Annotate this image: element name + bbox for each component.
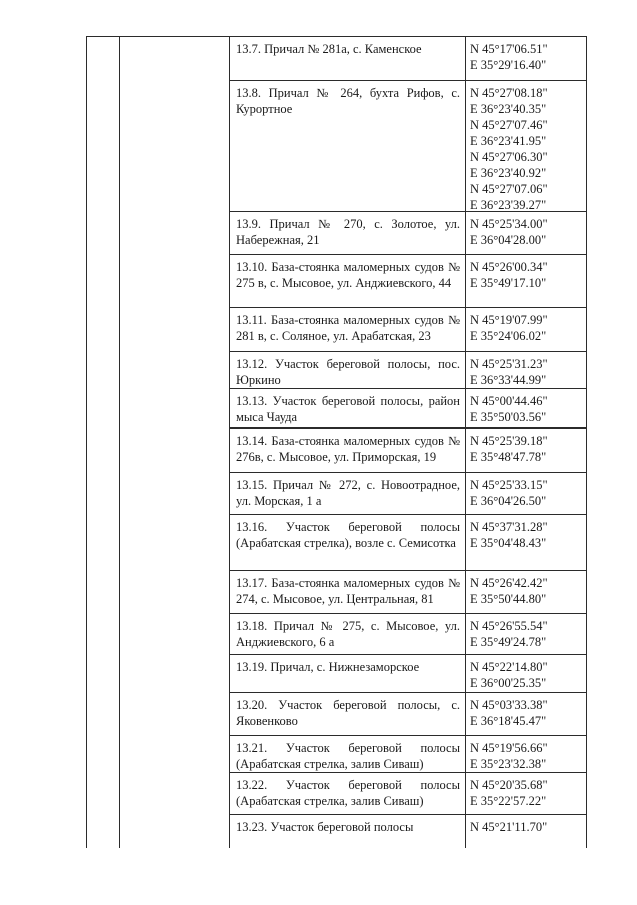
coordinates [470,312,585,344]
table-row [229,613,587,655]
column-separator [465,736,466,772]
table-row [229,654,587,693]
location-name: 13.12. Участок береговой полосы, пос. Юркино [236,357,460,387]
coordinate-value: E 35°50'03.56" [470,410,547,424]
coordinate-value: N 45°21'11.70" [470,820,548,834]
coordinates [470,477,585,509]
coordinate-value: N 45°27'07.06" [470,182,548,196]
location-name: 13.19. Причал, с. Нижнезаморское [236,660,420,674]
coordinate-value: E 36°23'40.92" [470,166,547,180]
column-separator [465,815,466,848]
coordinate-value: N 45°20'35.68" [470,778,548,792]
coordinate-value: E 35°23'32.38" [470,757,547,771]
coordinates [470,740,585,772]
coordinate-value: N 45°37'31.28" [470,520,548,534]
coordinate-value: N 45°27'07.46" [470,118,548,132]
column-separator [465,655,466,692]
column-separator [465,255,466,307]
location-name: 13.13. Участок береговой полосы, район мыса Чауда [236,394,460,424]
coordinate-value: N 45°17'06.51" [470,42,548,56]
location-name: 13.22. Участок береговой полосы (Арабатская стрелка, залив Сиваш) [236,778,460,808]
location-name: 13.14. База-стоянка маломерных судов № 276в, с. Мысовое, ул. Приморская, 19 [236,434,460,464]
column-separator [465,429,466,472]
column-separator [465,693,466,735]
coordinate-value: E 36°00'25.35" [470,676,547,690]
location-name: 13.10. База-стоянка маломерных судов № 275 в, с. Мысовое, ул. Анджиевского, 44 [236,260,460,290]
table-row [229,80,587,212]
coordinate-value: E 35°04'48.43" [470,536,547,550]
table-row [229,36,587,81]
location-name: 13.7. Причал № 281а, с. Каменское [236,42,422,56]
coordinate-value: N 45°25'33.15" [470,478,548,492]
coordinate-value: E 36°18'45.47" [470,714,547,728]
coordinate-value: N 45°19'07.99" [470,313,548,327]
coordinate-value: N 45°25'34.00" [470,217,548,231]
table-row [229,307,587,352]
location-name: 13.20. Участок береговой полосы, с. Яковенково [236,698,460,728]
table-border-left [86,36,87,848]
coordinates [470,85,585,213]
table-row [229,772,587,815]
table-row [229,514,587,571]
coordinates [470,433,585,465]
coordinate-value: E 36°23'41.95" [470,134,547,148]
column-separator [465,37,466,80]
coordinates [470,575,585,607]
column-separator [465,389,466,427]
location-name: 13.15. Причал № 272, с. Новоотрадное, ул. Морская, 1 а [236,478,460,508]
location-name: 13.21. Участок береговой полосы (Арабатская стрелка, залив Сиваш) [236,741,460,771]
coordinates [470,356,585,388]
location-name: 13.16. Участок береговой полосы (Арабатская стрелка), возле с. Семисотка [236,520,460,550]
location-name: 13.23. Участок береговой полосы [236,820,414,834]
coordinate-value: E 36°33'44.99" [470,373,547,387]
coordinates [470,519,585,551]
column-separator [465,81,466,211]
coordinate-value: E 35°29'16.40" [470,58,547,72]
coordinate-value: N 45°03'33.38" [470,698,548,712]
location-name: 13.8. Причал № 264, бухта Рифов, с. Курортное [236,86,460,116]
coordinates [470,41,585,73]
table-row [229,814,587,848]
column-separator [465,571,466,613]
location-name: 13.18. Причал № 275, с. Мысовое, ул. Анджиевского, 6 а [236,619,460,649]
coordinate-value: N 45°19'56.66" [470,741,548,755]
coordinate-value: N 45°27'08.18" [470,86,548,100]
coordinate-value: N 45°26'00.34" [470,260,548,274]
table-top-border [86,36,229,37]
coordinate-value: N 45°26'42.42" [470,576,548,590]
coordinate-value: E 35°22'57.22" [470,794,547,808]
coordinates [470,777,585,809]
location-name: 13.9. Причал № 270, с. Золотое, ул. Набережная, 21 [236,217,460,247]
table-row [229,211,587,255]
coordinates [470,618,585,650]
coordinate-value: E 36°04'28.00" [470,233,547,247]
table-row [229,472,587,515]
coordinate-value: E 35°48'47.78" [470,450,547,464]
column-separator [465,212,466,254]
coordinate-value: N 45°25'39.18" [470,434,548,448]
coordinate-value: E 35°49'24.78" [470,635,547,649]
coordinates [470,393,585,425]
coordinates [470,697,585,729]
coordinate-value: N 45°26'55.54" [470,619,548,633]
location-name: 13.17. База-стоянка маломерных судов № 274, с. Мысовое, ул. Центральная, 81 [236,576,460,606]
location-name: 13.11. База-стоянка маломерных судов № 281 в, с. Соляное, ул. Арабатская, 23 [236,313,460,343]
coordinates [470,819,585,835]
table-row [229,570,587,614]
table-row [229,735,587,773]
column-separator [465,308,466,351]
coordinate-value: N 45°25'31.23" [470,357,548,371]
coordinates [470,259,585,291]
coordinate-value: E 35°24'06.02" [470,329,547,343]
coordinate-value: E 36°04'26.50" [470,494,547,508]
column-separator [465,515,466,570]
column-separator [465,473,466,514]
coordinate-value: N 45°27'06.30" [470,150,548,164]
coordinates [470,216,585,248]
coordinate-value: E 36°23'39.27" [470,198,547,212]
table-row [229,254,587,308]
table-row [229,692,587,736]
coordinate-value: N 45°00'44.46" [470,394,548,408]
coordinate-value: N 45°22'14.80" [470,660,548,674]
coordinate-value: E 36°23'40.35" [470,102,547,116]
table-row [229,388,587,428]
coordinate-value: E 35°49'17.10" [470,276,547,290]
table-row [229,351,587,389]
column-separator [465,614,466,654]
coordinate-value: E 35°50'44.80" [470,592,547,606]
table-border-col2 [119,36,120,848]
column-separator [465,773,466,814]
table-row [229,428,587,473]
coordinates [470,659,585,691]
column-separator [465,352,466,388]
